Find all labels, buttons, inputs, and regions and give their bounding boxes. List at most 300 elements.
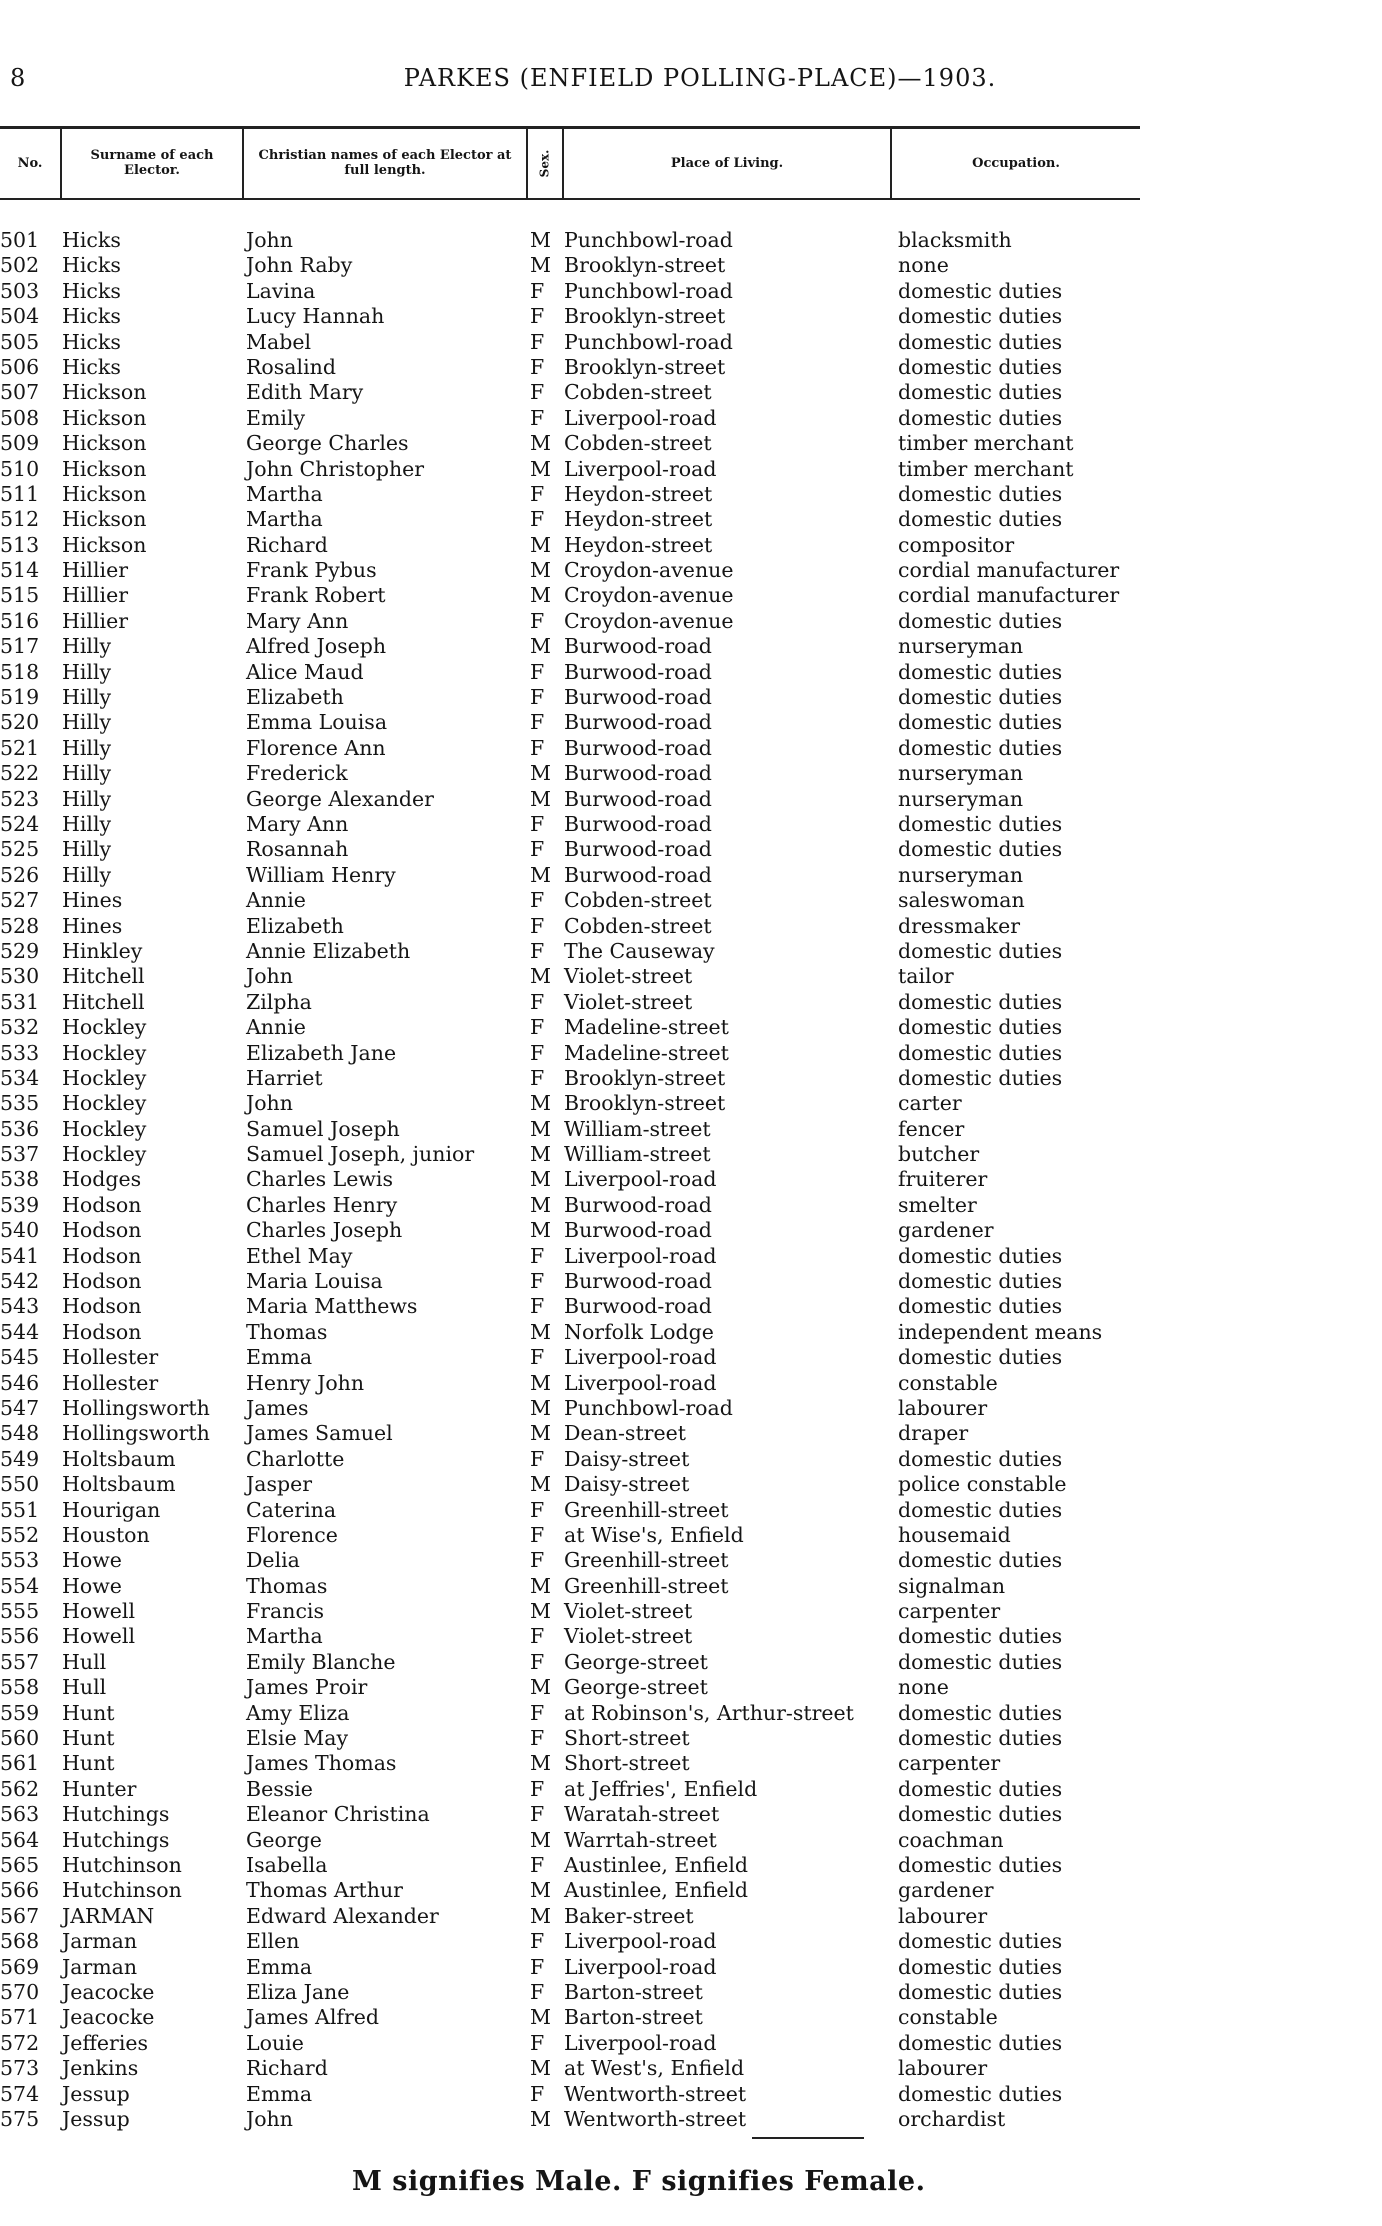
elector-number: 574 <box>0 2081 40 2106</box>
elector-occupation: domestic duties <box>898 1497 1063 1522</box>
table-row <box>0 1066 1140 1091</box>
elector-christian-names: George Alexander <box>246 786 434 811</box>
elector-sex: M <box>530 558 551 583</box>
elector-surname: Jenkins <box>62 2056 139 2081</box>
elector-christian-names: James <box>246 1395 309 1420</box>
elector-christian-names: Lucy Hannah <box>246 304 385 329</box>
elector-place: Barton-street <box>564 2005 703 2030</box>
elector-number: 530 <box>0 964 40 989</box>
elector-place: Punchbowl-road <box>564 228 733 252</box>
elector-occupation: domestic duties <box>898 938 1063 963</box>
table-row <box>0 1878 1140 1903</box>
header-sex <box>528 128 562 198</box>
elector-number: 563 <box>0 1802 40 1827</box>
elector-occupation: dressmaker <box>898 913 1021 938</box>
elector-sex: F <box>530 507 545 532</box>
elector-occupation: domestic duties <box>898 1853 1063 1877</box>
elector-occupation: domestic duties <box>898 2081 1063 2106</box>
elector-sex: F <box>530 1522 545 1547</box>
elector-occupation: saleswoman <box>898 888 1025 913</box>
elector-sex: M <box>530 532 551 557</box>
elector-christian-names: Mary Ann <box>246 811 349 836</box>
elector-number: 519 <box>0 685 40 710</box>
elector-surname: Hockley <box>62 1040 147 1065</box>
table-row <box>0 634 1140 659</box>
elector-surname: Jessup <box>62 2106 130 2131</box>
table-row <box>0 1751 1140 1776</box>
elector-occupation: constable <box>898 1370 998 1395</box>
elector-place: Cobden-street <box>564 913 712 938</box>
elector-place: William-street <box>564 1142 711 1167</box>
table-row <box>0 1599 1140 1624</box>
elector-sex: F <box>530 938 545 963</box>
elector-place: Burwood-road <box>564 761 712 786</box>
elector-number: 547 <box>0 1395 40 1420</box>
elector-occupation: domestic duties <box>898 2030 1063 2055</box>
elector-surname: Hickson <box>62 507 147 532</box>
elector-number: 539 <box>0 1192 40 1217</box>
elector-number: 536 <box>0 1116 40 1141</box>
elector-place: Daisy-street <box>564 1472 690 1497</box>
elector-surname: Hockley <box>62 1116 147 1141</box>
table-row <box>0 1802 1140 1827</box>
table-row <box>0 761 1140 786</box>
elector-number: 512 <box>0 507 40 532</box>
table-row <box>0 1498 1140 1523</box>
elector-occupation: domestic duties <box>898 1726 1063 1751</box>
elector-occupation: gardener <box>898 1878 994 1903</box>
elector-number: 501 <box>0 228 40 252</box>
elector-christian-names: Frederick <box>246 761 348 786</box>
elector-occupation: cordial manufacturer <box>898 558 1120 583</box>
elector-christian-names: Thomas <box>246 1319 328 1344</box>
elector-place: Greenhill-street <box>564 1573 729 1598</box>
elector-christian-names: John Christopher <box>246 456 425 481</box>
elector-occupation: carpenter <box>898 1599 1001 1624</box>
elector-place: Burwood-road <box>564 786 712 811</box>
table-row <box>0 2005 1140 2030</box>
elector-number: 569 <box>0 1954 40 1979</box>
table-row <box>0 1193 1140 1218</box>
elector-christian-names: Thomas <box>246 1573 328 1598</box>
elector-place: Burwood-road <box>564 1269 712 1294</box>
elector-place: Dean-street <box>564 1421 686 1446</box>
elector-sex: F <box>530 481 545 506</box>
table-row <box>0 583 1140 608</box>
elector-surname: Hutchings <box>62 1827 170 1852</box>
elector-surname: Hodson <box>62 1319 142 1344</box>
table-row <box>0 1828 1140 1853</box>
elector-christian-names: Thomas Arthur <box>246 1878 403 1903</box>
elector-sex: F <box>530 1065 545 1090</box>
elector-surname: Hitchell <box>62 964 145 989</box>
elector-sex: F <box>530 1243 545 1268</box>
table-row <box>0 990 1140 1015</box>
table-row <box>0 1777 1140 1802</box>
elector-place: Liverpool-road <box>564 1954 717 1979</box>
elector-occupation: timber merchant <box>898 456 1074 481</box>
elector-occupation: draper <box>898 1421 969 1446</box>
table-row <box>0 1472 1140 1497</box>
header-no: No. <box>17 155 43 171</box>
table-row <box>0 533 1140 558</box>
elector-sex: M <box>530 1675 551 1700</box>
elector-christian-names: Emily <box>246 405 306 430</box>
elector-sex: F <box>530 1040 545 1065</box>
elector-christian-names: Elizabeth Jane <box>246 1040 397 1065</box>
elector-place: Wentworth-street <box>564 2106 747 2131</box>
table-row <box>0 1421 1140 1446</box>
elector-sex: M <box>530 253 551 278</box>
elector-occupation: fencer <box>898 1116 965 1141</box>
elector-surname: Hourigan <box>62 1497 161 1522</box>
elector-christian-names: Frank Robert <box>246 583 386 608</box>
elector-surname: Jarman <box>62 1954 138 1979</box>
elector-number: 545 <box>0 1345 40 1370</box>
table-row <box>0 837 1140 862</box>
table-row <box>0 1244 1140 1269</box>
elector-number: 537 <box>0 1142 40 1167</box>
elector-surname: Howell <box>62 1599 136 1624</box>
table-row <box>0 1701 1140 1726</box>
elector-surname: Hitchell <box>62 989 145 1014</box>
table-row <box>0 939 1140 964</box>
elector-christian-names: Elizabeth <box>246 685 344 710</box>
table-row <box>0 1117 1140 1142</box>
elector-christian-names: Samuel Joseph <box>246 1116 400 1141</box>
elector-place: Burwood-road <box>564 634 712 659</box>
elector-number: 570 <box>0 1979 40 2004</box>
elector-place: Norfolk Lodge <box>564 1319 714 1344</box>
elector-sex: M <box>530 431 551 456</box>
table-row <box>0 1548 1140 1573</box>
elector-place: Croydon-avenue <box>564 558 734 583</box>
electors-list <box>0 228 1140 2132</box>
elector-surname: Holtsbaum <box>62 1472 176 1497</box>
table-row <box>0 1167 1140 1192</box>
header-rule <box>0 198 1140 200</box>
elector-occupation: domestic duties <box>898 1700 1063 1725</box>
elector-occupation: labourer <box>898 2056 988 2081</box>
elector-surname: Jessup <box>62 2081 130 2106</box>
elector-occupation: domestic duties <box>898 1649 1063 1674</box>
elector-sex: M <box>530 1142 551 1167</box>
table-row <box>0 1015 1140 1040</box>
elector-surname: Jeacocke <box>62 2005 155 2030</box>
elector-sex: F <box>530 1548 545 1573</box>
elector-number: 523 <box>0 786 40 811</box>
elector-sex: F <box>530 278 545 303</box>
elector-place: Heydon-street <box>564 532 713 557</box>
elector-number: 506 <box>0 354 40 379</box>
table-row <box>0 812 1140 837</box>
elector-christian-names: Eliza Jane <box>246 1979 350 2004</box>
elector-number: 524 <box>0 811 40 836</box>
elector-number: 528 <box>0 913 40 938</box>
elector-occupation: domestic duties <box>898 837 1063 862</box>
elector-place: Barton-street <box>564 1979 703 2004</box>
elector-surname: Hull <box>62 1675 107 1700</box>
elector-christian-names: Charles Lewis <box>246 1167 394 1192</box>
elector-occupation: signalman <box>898 1573 1006 1598</box>
elector-occupation: nurseryman <box>898 761 1024 786</box>
elector-occupation: domestic duties <box>898 507 1063 532</box>
elector-sex: F <box>530 1269 545 1294</box>
elector-sex: M <box>530 1116 551 1141</box>
elector-place: Violet-street <box>564 1599 693 1624</box>
elector-surname: Hodson <box>62 1218 142 1243</box>
elector-surname: Jeacocke <box>62 1979 155 2004</box>
table-row <box>0 1345 1140 1370</box>
elector-occupation: domestic duties <box>898 659 1063 684</box>
elector-sex: M <box>530 1192 551 1217</box>
table-row <box>0 1320 1140 1345</box>
elector-number: 555 <box>0 1599 40 1624</box>
elector-number: 510 <box>0 456 40 481</box>
elector-christian-names: Louie <box>246 2030 304 2055</box>
elector-number: 534 <box>0 1065 40 1090</box>
elector-sex: F <box>530 1853 545 1877</box>
elector-occupation: timber merchant <box>898 431 1074 456</box>
page-number: 8 <box>10 64 26 92</box>
elector-sex: F <box>530 1979 545 2004</box>
elector-surname: Hollingsworth <box>62 1395 210 1420</box>
elector-sex: F <box>530 354 545 379</box>
elector-place: The Causeway <box>564 938 715 963</box>
elector-place: Brooklyn-street <box>564 354 726 379</box>
elector-surname: Hillier <box>62 558 129 583</box>
elector-place: Burwood-road <box>564 1218 712 1243</box>
elector-number: 509 <box>0 431 40 456</box>
elector-number: 516 <box>0 608 40 633</box>
elector-occupation: domestic duties <box>898 1040 1063 1065</box>
elector-sex: F <box>530 1700 545 1725</box>
elector-place: Warrtah-street <box>564 1827 717 1852</box>
elector-sex: M <box>530 1421 551 1446</box>
elector-place: George-street <box>564 1649 708 1674</box>
table-row <box>0 660 1140 685</box>
elector-place: Madeline-street <box>564 1040 729 1065</box>
elector-sex: F <box>530 2030 545 2055</box>
table-row <box>0 457 1140 482</box>
elector-number: 518 <box>0 659 40 684</box>
elector-place: Liverpool-road <box>564 405 717 430</box>
elector-occupation: tailor <box>898 964 954 989</box>
elector-number: 564 <box>0 1827 40 1852</box>
elector-sex: F <box>530 735 545 760</box>
table-row <box>0 1980 1140 2005</box>
elector-place: at Wise's, Enfield <box>564 1522 744 1547</box>
elector-christian-names: John <box>246 964 293 989</box>
elector-number: 535 <box>0 1091 40 1116</box>
elector-sex: F <box>530 685 545 710</box>
table-row <box>0 1371 1140 1396</box>
table-row <box>0 330 1140 355</box>
elector-number: 562 <box>0 1776 40 1801</box>
elector-place: Waratah-street <box>564 1802 720 1827</box>
elector-occupation: domestic duties <box>898 685 1063 710</box>
elector-sex: F <box>530 1802 545 1827</box>
elector-surname: Hickson <box>62 380 147 405</box>
elector-number: 560 <box>0 1726 40 1751</box>
elector-occupation: blacksmith <box>898 228 1012 252</box>
elector-sex: M <box>530 228 551 252</box>
elector-number: 559 <box>0 1700 40 1725</box>
elector-occupation: domestic duties <box>898 1015 1063 1040</box>
elector-surname: Jefferies <box>62 2030 149 2055</box>
elector-sex: M <box>530 583 551 608</box>
elector-christian-names: Emma <box>246 1345 313 1370</box>
elector-sex: F <box>530 1446 545 1471</box>
elector-occupation: domestic duties <box>898 811 1063 836</box>
table-row <box>0 558 1140 583</box>
elector-occupation: domestic duties <box>898 1446 1063 1471</box>
elector-christian-names: Alfred Joseph <box>246 634 387 659</box>
elector-place: Croydon-avenue <box>564 608 734 633</box>
elector-sex: M <box>530 786 551 811</box>
elector-sex: F <box>530 1497 545 1522</box>
elector-surname: Hickson <box>62 532 147 557</box>
elector-surname: Hockley <box>62 1091 147 1116</box>
elector-number: 553 <box>0 1548 40 1573</box>
elector-number: 549 <box>0 1446 40 1471</box>
elector-christian-names: Rosannah <box>246 837 349 862</box>
elector-surname: Hodges <box>62 1167 142 1192</box>
elector-occupation: butcher <box>898 1142 980 1167</box>
elector-surname: Hilly <box>62 811 112 836</box>
elector-sex: M <box>530 964 551 989</box>
elector-sex: F <box>530 405 545 430</box>
table-row <box>0 2082 1140 2107</box>
elector-occupation: domestic duties <box>898 481 1063 506</box>
elector-occupation: independent means <box>898 1319 1103 1344</box>
table-row <box>0 2056 1140 2081</box>
elector-surname: Hull <box>62 1649 107 1674</box>
elector-christian-names: James Thomas <box>246 1751 397 1776</box>
elector-occupation: labourer <box>898 1903 988 1928</box>
elector-sex: M <box>530 1878 551 1903</box>
elector-place: William-street <box>564 1116 711 1141</box>
elector-place: Greenhill-street <box>564 1548 729 1573</box>
elector-occupation: domestic duties <box>898 304 1063 329</box>
elector-christian-names: Caterina <box>246 1497 337 1522</box>
table-row <box>0 888 1140 913</box>
elector-surname: Howe <box>62 1573 122 1598</box>
elector-surname: Hilly <box>62 761 112 786</box>
elector-place: Liverpool-road <box>564 456 717 481</box>
footer-legend: M signifies Male. F signifies Female. <box>352 2166 926 2197</box>
elector-occupation: domestic duties <box>898 1345 1063 1370</box>
elector-number: 554 <box>0 1573 40 1598</box>
table-row <box>0 253 1140 278</box>
elector-surname: Hodson <box>62 1294 142 1319</box>
table-row <box>0 507 1140 532</box>
header-surname: Surname of each Elector. <box>90 148 214 178</box>
elector-sex: F <box>530 2081 545 2106</box>
elector-surname: Jarman <box>62 1929 138 1954</box>
elector-number: 529 <box>0 938 40 963</box>
elector-place: Short-street <box>564 1726 690 1751</box>
elector-surname: Hunt <box>62 1751 115 1776</box>
header-christian-names: Christian names of each Elector at full length. <box>258 148 512 178</box>
elector-place: at Jeffries', Enfield <box>564 1776 758 1801</box>
elector-number: 511 <box>0 481 40 506</box>
elector-number: 558 <box>0 1675 40 1700</box>
elector-surname: Hillier <box>62 608 129 633</box>
elector-sex: M <box>530 1472 551 1497</box>
elector-christian-names: Delia <box>246 1548 300 1573</box>
elector-sex: F <box>530 888 545 913</box>
elector-place: Daisy-street <box>564 1446 690 1471</box>
elector-christian-names: Harriet <box>246 1065 323 1090</box>
table-row <box>0 964 1140 989</box>
elector-christian-names: Elizabeth <box>246 913 344 938</box>
elector-christian-names: Lavina <box>246 278 316 303</box>
elector-christian-names: James Samuel <box>246 1421 393 1446</box>
elector-sex: M <box>530 1827 551 1852</box>
elector-place: Liverpool-road <box>564 1345 717 1370</box>
elector-occupation: domestic duties <box>898 1802 1063 1827</box>
elector-surname: Hilly <box>62 786 112 811</box>
elector-occupation: coachman <box>898 1827 1004 1852</box>
table-row <box>0 1650 1140 1675</box>
elector-sex: M <box>530 1573 551 1598</box>
elector-surname: Hutchings <box>62 1802 170 1827</box>
elector-christian-names: George <box>246 1827 322 1852</box>
table-row <box>0 1904 1140 1929</box>
elector-christian-names: Edith Mary <box>246 380 364 405</box>
elector-surname: Hilly <box>62 735 112 760</box>
elector-number: 532 <box>0 1015 40 1040</box>
elector-surname: Howell <box>62 1624 136 1649</box>
elector-number: 517 <box>0 634 40 659</box>
elector-christian-names: Francis <box>246 1599 325 1624</box>
elector-sex: M <box>530 1167 551 1192</box>
elector-surname: Hickson <box>62 481 147 506</box>
elector-occupation: constable <box>898 2005 998 2030</box>
elector-number: 522 <box>0 761 40 786</box>
table-row <box>0 380 1140 405</box>
elector-surname: Hilly <box>62 862 112 887</box>
elector-occupation: nurseryman <box>898 862 1024 887</box>
elector-surname: Hicks <box>62 253 121 278</box>
elector-christian-names: Annie <box>246 1015 306 1040</box>
elector-occupation: domestic duties <box>898 1294 1063 1319</box>
elector-number: 572 <box>0 2030 40 2055</box>
elector-surname: Hines <box>62 888 123 913</box>
table-row <box>0 1091 1140 1116</box>
table-row <box>0 304 1140 329</box>
elector-place: at West's, Enfield <box>564 2056 745 2081</box>
elector-surname: Hicks <box>62 354 121 379</box>
elector-sex: M <box>530 1218 551 1243</box>
elector-christian-names: Bessie <box>246 1776 313 1801</box>
elector-place: Liverpool-road <box>564 1243 717 1268</box>
elector-christian-names: Annie <box>246 888 306 913</box>
elector-surname: Hodson <box>62 1192 142 1217</box>
elector-place: Burwood-road <box>564 735 712 760</box>
table-row <box>0 228 1140 253</box>
elector-occupation: domestic duties <box>898 1979 1063 2004</box>
elector-number: 521 <box>0 735 40 760</box>
elector-christian-names: Amy Eliza <box>246 1700 350 1725</box>
elector-number: 533 <box>0 1040 40 1065</box>
elector-occupation: domestic duties <box>898 1269 1063 1294</box>
elector-occupation: domestic duties <box>898 710 1063 735</box>
elector-sex: F <box>530 1776 545 1801</box>
elector-surname: Hunt <box>62 1726 115 1751</box>
elector-occupation: labourer <box>898 1395 988 1420</box>
